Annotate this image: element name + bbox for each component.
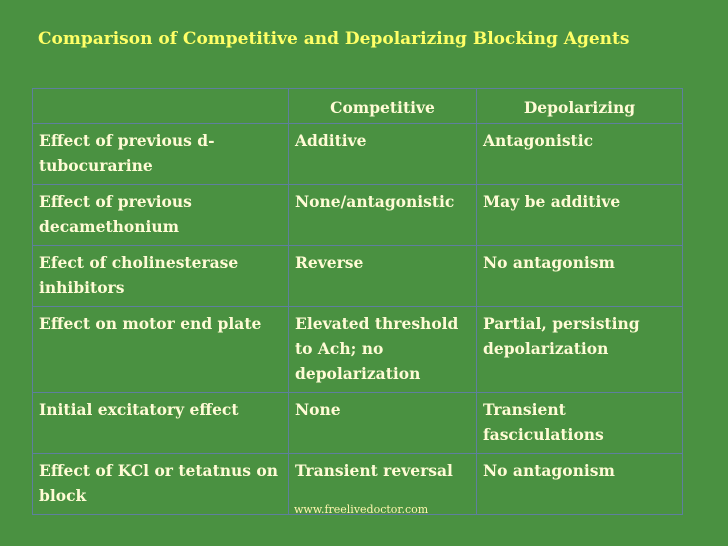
effect-cell: Effect of previous decamethonium — [33, 185, 289, 246]
effect-cell: Effect of KCl or tetatnus on block — [33, 454, 289, 515]
table-header-row — [33, 89, 683, 124]
effect-cell: Initial excitatory effect — [33, 393, 289, 454]
effect-cell: Effect on motor end plate — [33, 307, 289, 393]
depolarizing-cell: May be additive — [477, 185, 683, 246]
competitive-cell: Reverse — [289, 246, 477, 307]
depolarizing-cell: No antagonism — [477, 454, 683, 515]
depolarizing-cell: Transient fasciculations — [477, 393, 683, 454]
header-empty-cell — [33, 89, 289, 124]
competitive-cell: None — [289, 393, 477, 454]
slide-title: Comparison of Competitive and Depolarizing Blocking Agents — [38, 29, 630, 49]
competitive-cell: Elevated threshold to Ach; no depolarization — [289, 307, 477, 393]
table-row — [33, 246, 683, 307]
competitive-cell: Additive — [289, 124, 477, 185]
header-depolarizing: Depolarizing — [477, 89, 683, 124]
table-row — [33, 307, 683, 393]
effect-cell: Effect of previous d-tubocurarine — [33, 124, 289, 185]
header-competitive: Competitive — [289, 89, 477, 124]
depolarizing-cell: No antagonism — [477, 246, 683, 307]
depolarizing-cell: Antagonistic — [477, 124, 683, 185]
table-row — [33, 124, 683, 185]
depolarizing-cell: Partial, persisting depolarization — [477, 307, 683, 393]
comparison-table — [32, 88, 683, 515]
effect-cell: Efect of cholinesterase inhibitors — [33, 246, 289, 307]
table-row — [33, 185, 683, 246]
competitive-cell-text: Transient reversal — [295, 461, 453, 480]
table-row — [33, 393, 683, 454]
competitive-cell: None/antagonistic — [289, 185, 477, 246]
watermark: www.freelivedoctor.com — [294, 503, 429, 516]
